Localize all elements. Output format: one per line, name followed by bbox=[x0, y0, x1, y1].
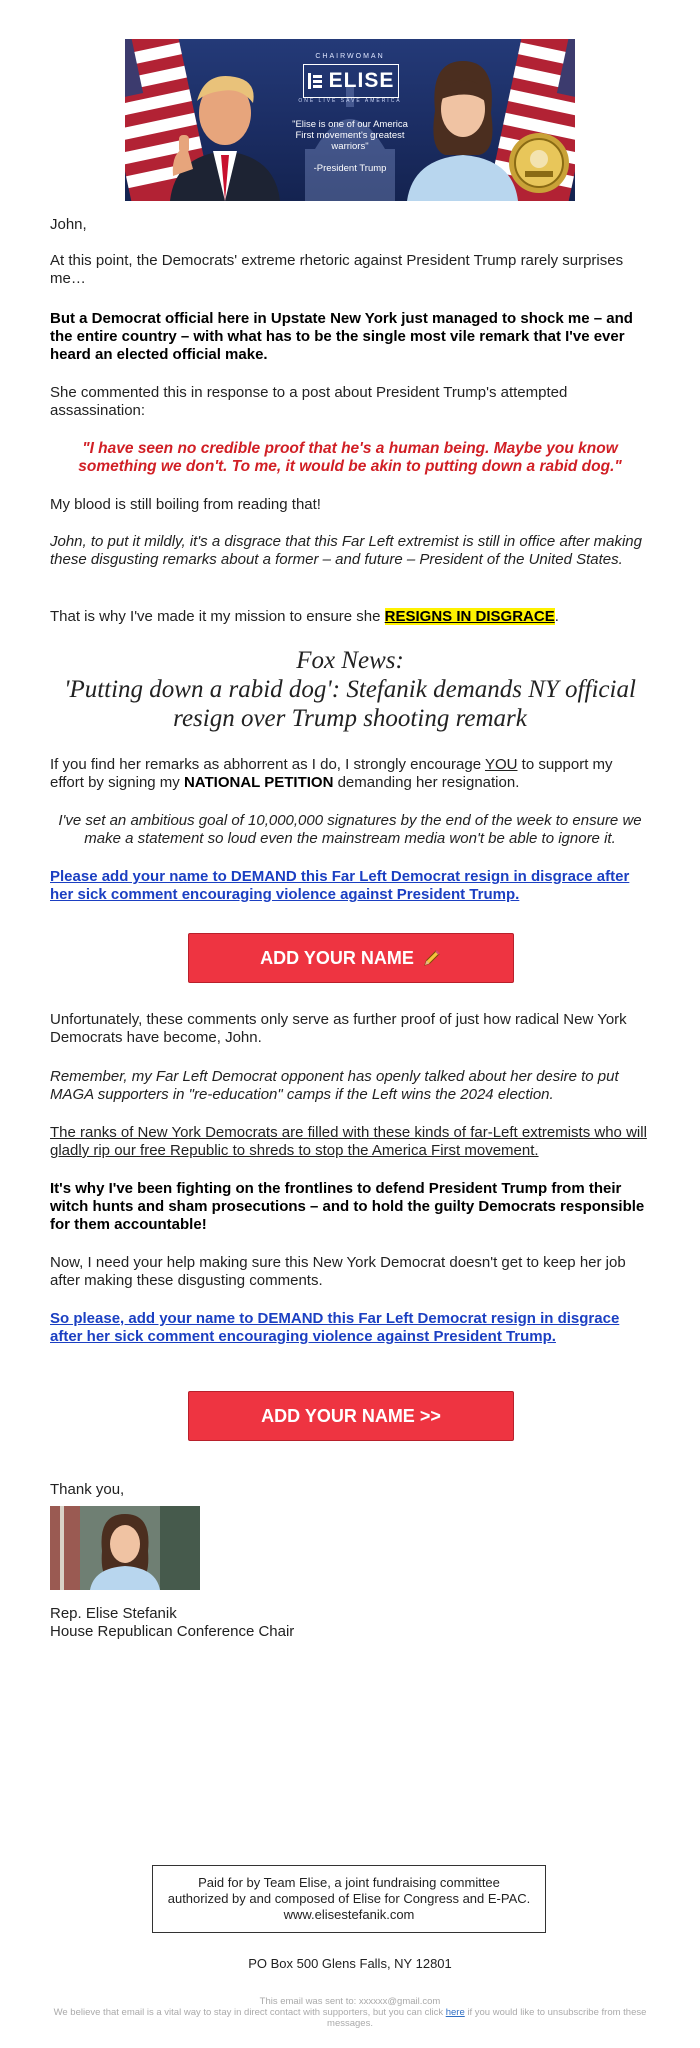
signature-photo bbox=[50, 1506, 200, 1590]
paragraph-shock: But a Democrat official here in Upstate New York just managed to shock me – and the entire country – with what has to be the single most vile remark that I've ever heard an elected official make. bbox=[50, 310, 633, 363]
paragraph-frontlines: It's why I've been fighting on the frontlines to defend President Trump from their witch hunts and sham prosecutions – and to hold the guilty Democrats responsible for them accountable! bbox=[50, 1180, 645, 1233]
add-your-name-button-2-label: ADD YOUR NAME >> bbox=[261, 1405, 441, 1426]
elise-logo bbox=[303, 64, 399, 98]
national-petition-emphasis: NATIONAL PETITION bbox=[183, 774, 334, 791]
petition-text-c: demanding her resignation. bbox=[333, 774, 520, 791]
paragraph-context: She commented this in response to a post about President Trump's attempted assassination: bbox=[50, 384, 568, 419]
mailing-address: PO Box 500 Glens Falls, NY 12801 bbox=[248, 1956, 452, 1971]
elise-logo-mark-icon bbox=[308, 73, 324, 89]
paragraph-petition bbox=[50, 756, 650, 792]
petition-text-a: If you find her remarks as abhorrent as I do, I strongly encourage bbox=[50, 756, 485, 773]
add-your-name-button-2[interactable] bbox=[188, 1391, 514, 1441]
signature-photo-image bbox=[50, 1506, 200, 1590]
banner-kicker: CHAIRWOMAN bbox=[315, 53, 385, 60]
header-banner[interactable] bbox=[125, 39, 575, 201]
you-emphasis: YOU bbox=[484, 756, 518, 773]
unsubscribe-text-b: if you would like to unsubscribe from these messages. bbox=[327, 2007, 647, 2029]
elise-stefanik-photo bbox=[405, 51, 520, 201]
trump-endorsed-seal-icon bbox=[507, 131, 571, 195]
greeting: John, bbox=[50, 216, 87, 233]
resigns-in-disgrace-highlight: RESIGNS IN DISGRACE bbox=[384, 608, 555, 625]
paid-for-disclaimer: Paid for by Team Elise, a joint fundraising committee authorized by and composed of Elise for Congress and E-PAC. www.elisestefanik.com bbox=[152, 1865, 546, 1933]
paragraph-disgrace: John, to put it mildly, it's a disgrace that this Far Left extremist is still in office after making these disgusting remarks about a former – and future – President of the United States. bbox=[50, 533, 642, 568]
add-your-name-button[interactable] bbox=[188, 933, 514, 983]
banner-tagline: ONE LIVE SAVE AMERICA bbox=[298, 98, 402, 104]
signature-name: Rep. Elise Stefanik bbox=[50, 1605, 177, 1622]
banner-attribution: -President Trump bbox=[313, 163, 387, 174]
paragraph-radical: Unfortunately, these comments only serve as further proof of just how radical New York Democrats have become, John. bbox=[50, 1011, 627, 1046]
petition-link-2[interactable] bbox=[50, 1310, 650, 1346]
paragraph-reeducation: Remember, my Far Left Democrat opponent has openly talked about her desire to put MAGA supporters in "re-education" camps if the Left wins the 2024 election. bbox=[50, 1068, 619, 1103]
offending-quote: "I have seen no credible proof that he's a human being. Maybe you know something we don't. To me, it would be akin to putting down a rabid dog." bbox=[78, 440, 622, 475]
sent-to-notice: This email was sent to: xxxxxx@gmail.com bbox=[259, 1996, 441, 2007]
unsubscribe-notice bbox=[40, 2007, 660, 2029]
petition-link-2-text[interactable]: So please, add your name to DEMAND this Far Left Democrat resign in disgrace after her sick comment encouraging violence against President Trump. bbox=[50, 1310, 620, 1345]
add-your-name-button-label: ADD YOUR NAME bbox=[260, 947, 414, 968]
unsubscribe-link[interactable]: here bbox=[445, 2007, 465, 2018]
banner-quote: "Elise is one of our America First movement's greatest warriors" bbox=[292, 119, 408, 152]
paragraph-help: Now, I need your help making sure this New York Democrat doesn't get to keep her job after making these disgusting comments. bbox=[50, 1254, 626, 1289]
paragraph-extremists: The ranks of New York Democrats are filled with these kinds of far-Left extremists who will gladly rip our free Republic to shreds to stop the America First movement. bbox=[50, 1124, 647, 1159]
paragraph-intro: At this point, the Democrats' extreme rhetoric against President Trump rarely surprises me… bbox=[50, 252, 624, 287]
petition-link-1-text[interactable]: Please add your name to DEMAND this Far Left Democrat resign in disgrace after her sick comment encouraging violence against President Trump. bbox=[50, 868, 630, 903]
unsubscribe-text-a: We believe that email is a vital way to stay in direct contact with supporters, but you can click bbox=[53, 2007, 446, 2018]
signature-title: House Republican Conference Chair bbox=[50, 1623, 295, 1640]
mission-text: That is why I've made it my mission to ensure she bbox=[50, 608, 385, 625]
paragraph-mission bbox=[50, 608, 650, 626]
petition-text-b: to support my effort by signing my bbox=[50, 756, 613, 791]
pencil-icon bbox=[422, 948, 442, 968]
mission-period: . bbox=[554, 608, 559, 625]
petition-link-1[interactable] bbox=[50, 868, 650, 904]
elise-logo-text: ELISE bbox=[328, 69, 395, 92]
fox-news-label: Fox News: bbox=[296, 647, 404, 674]
fox-news-headline: 'Putting down a rabid dog': Stefanik demands NY official resign over Trump shooting remark bbox=[64, 676, 636, 732]
paragraph-goal: I've set an ambitious goal of 10,000,000 signatures by the end of the week to ensure we make a statement so loud even the mainstream media won't be able to ignore it. bbox=[58, 812, 642, 847]
president-trump-photo bbox=[165, 51, 285, 201]
signoff: Thank you, bbox=[50, 1481, 125, 1498]
paragraph-boiling: My blood is still boiling from reading that! bbox=[50, 496, 321, 513]
